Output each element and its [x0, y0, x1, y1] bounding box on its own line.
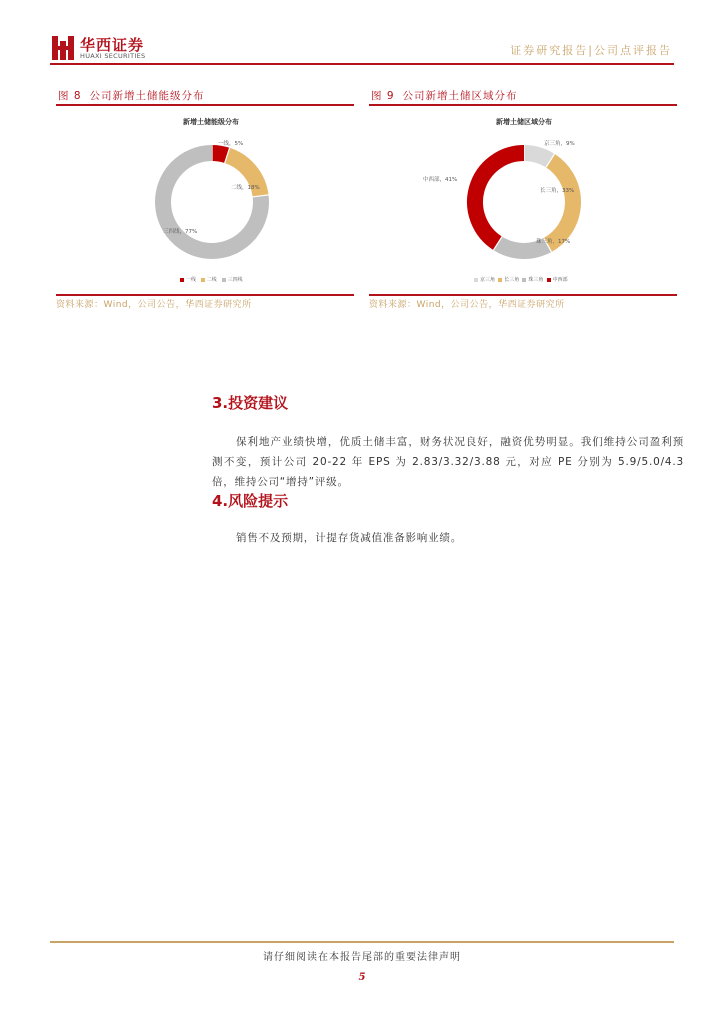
figure8-bottom-rule [56, 294, 354, 296]
figure9-top-rule [369, 104, 677, 106]
chart2-title: 新增土储区域分布 [496, 118, 552, 126]
legend-swatch [180, 278, 184, 282]
legend-swatch [498, 278, 502, 282]
legend-item: 中西部 [552, 277, 568, 283]
chart1-label-1: 二线，18% [231, 185, 260, 191]
chart2-label-2: 珠三角，17% [536, 239, 571, 245]
legend-item: 珠三角 [528, 277, 544, 283]
chart2-slice-中西部 [475, 153, 524, 243]
legend-item: 二线 [206, 277, 217, 283]
figure9-title: 公司新增土储区域分布 [402, 90, 518, 102]
legend-item: 三四线 [227, 277, 243, 283]
chart2-donut [452, 130, 596, 274]
figure8-title: 公司新增土储能级分布 [89, 90, 205, 102]
chart1-label-2: 三四线，77% [163, 229, 198, 235]
legend-item: 京三角 [480, 277, 496, 283]
chart1-donut [140, 130, 284, 274]
chart2-legend [474, 276, 568, 283]
chart2-slice-京三角 [524, 153, 550, 161]
figure8-source: 资料来源：Wind，公司公告，华西证券研究所 [56, 300, 252, 310]
company-name-cn: 华西证券 [80, 36, 145, 54]
chart2-label-3: 中西部，41% [423, 177, 458, 183]
section4-body: 销售不及预期，计提存货减值准备影响业绩。 [236, 532, 462, 544]
section3-body: 保利地产业绩快增，优质土储丰富，财务状况良好，融资优势明显。我们维持公司盈利预测不变，预计公司 20-22 年 EPS 为 2.83/3.32/3.88 元，对应 PE 分别为 5.9/5.0/4.3 倍，维持公司“增持”评级。 [212, 436, 684, 488]
chart1-label-0: 一线，5% [218, 141, 244, 147]
legend-item: 长三角 [504, 277, 520, 283]
section4-title: 4.风险提示 [212, 492, 289, 510]
chart2-label-0: 京三角，9% [544, 141, 575, 147]
legend-swatch [547, 278, 551, 282]
chart1-legend [180, 276, 243, 283]
chart2-label-1: 长三角，33% [540, 188, 575, 194]
section3-title: 3.投资建议 [212, 394, 289, 412]
legend-swatch [201, 278, 205, 282]
chart2-slice-长三角 [548, 161, 573, 245]
chart1-title: 新增土储能级分布 [183, 118, 239, 126]
figure9-caption [371, 88, 526, 103]
figure9-bottom-rule [369, 294, 677, 296]
chart1-slice-一线 [212, 153, 227, 155]
report-type: 证券研究报告|公司点评报告 [510, 44, 672, 57]
legend-swatch [522, 278, 526, 282]
legend-item: 一线 [186, 277, 197, 283]
figure9-number: 图 9 [371, 90, 395, 102]
legend-swatch [222, 278, 226, 282]
figure8-number: 图 8 [58, 90, 82, 102]
footer-disclaimer: 请仔细阅读在本报告尾部的重要法律声明 [263, 952, 461, 963]
figure8-caption [58, 88, 213, 103]
figure8-top-rule [56, 104, 354, 106]
header-divider [50, 63, 674, 65]
company-name-en: HUAXI SECURITIES [80, 52, 146, 60]
legend-swatch [474, 278, 478, 282]
page-number: 5 [358, 972, 366, 983]
huaxi-logo-icon [52, 36, 74, 60]
footer-divider [50, 941, 674, 943]
figure9-source: 资料来源：Wind，公司公告，华西证券研究所 [369, 300, 565, 310]
